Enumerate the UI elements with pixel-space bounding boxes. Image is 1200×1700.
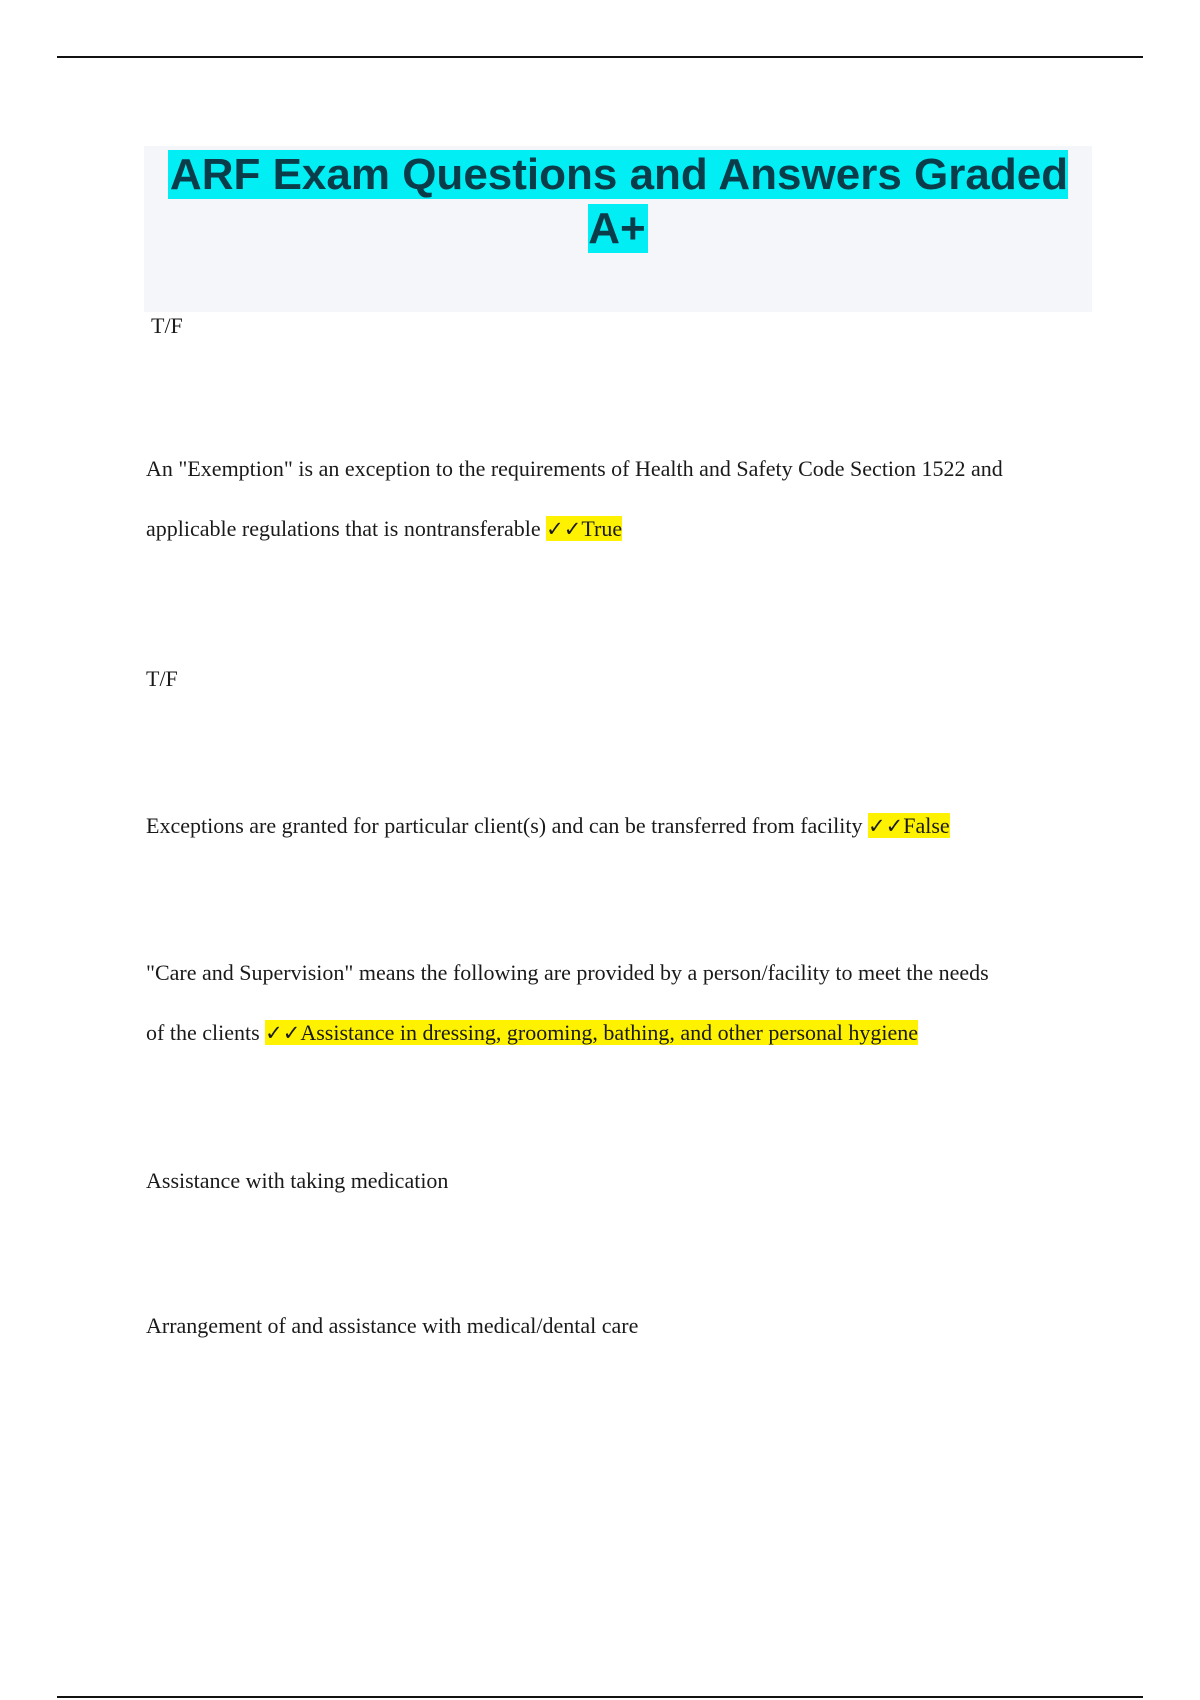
answer-1: True [581,516,623,541]
question-3-line-2: of the clients ✓✓Assistance in dressing, grooming, bathing, and other personal hygiene [146,1020,919,1045]
question-1-line-1: An "Exemption" is an exception to the requirements of Health and Safety Code Section 1522 and [146,456,1003,481]
footer-rule [57,1696,1143,1698]
question-1-line-2: applicable regulations that is nontransferable ✓✓True [146,516,623,541]
tf-label-2: T/F [146,666,178,691]
double-check-icon: ✓✓ [265,1021,301,1045]
answer-3: Assistance in dressing, grooming, bathing, and other personal hygiene [300,1020,919,1045]
question-2: Exceptions are granted for particular client(s) and can be transferred from facility ✓✓False [146,813,950,838]
list-item-medical-care: Arrangement of and assistance with medical/dental care [146,1313,639,1338]
answer-2: False [903,813,950,838]
answer-highlight-3 [265,1020,918,1045]
question-3-line-1: "Care and Supervision" means the following are provided by a person/facility to meet the needs [146,960,989,985]
double-check-icon: ✓✓ [868,814,904,838]
title-banner [144,146,1092,312]
document-title: ARF Exam Questions and Answers Graded A+ [169,150,1069,253]
tf-label-1: T/F [151,313,183,338]
answer-highlight-2 [868,813,950,838]
list-item-medication: Assistance with taking medication [146,1168,449,1193]
double-check-icon: ✓✓ [546,517,582,541]
answer-highlight-1 [546,516,622,541]
header-rule [57,56,1143,58]
